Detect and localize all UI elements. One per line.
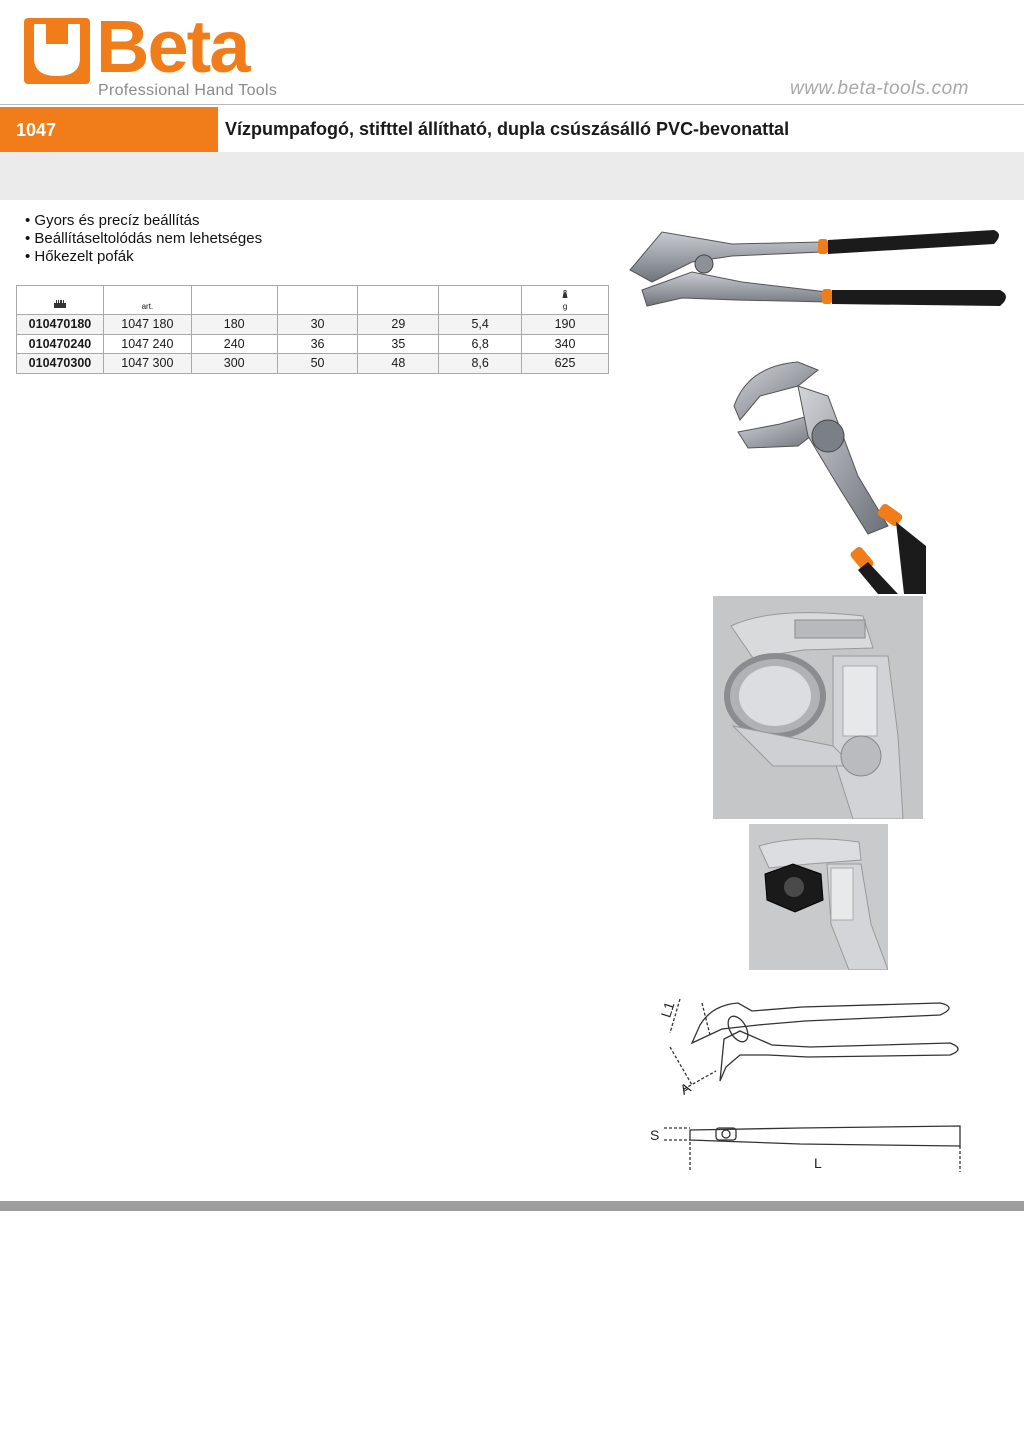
table-cell: 8,6 xyxy=(439,354,522,374)
table-row xyxy=(17,354,609,374)
table-header-cell xyxy=(277,286,358,315)
table-header-row xyxy=(17,286,609,315)
table-cell: 35 xyxy=(358,334,439,354)
pliers-angled-image xyxy=(728,356,928,594)
table-cell: 50 xyxy=(277,354,358,374)
barcode-box-icon xyxy=(53,300,67,309)
table-cell: 180 xyxy=(191,315,277,335)
beta-logo xyxy=(24,5,294,102)
footer-bar xyxy=(0,1201,1024,1211)
technical-drawing-top xyxy=(640,985,970,1105)
pliers-pipe-photo xyxy=(713,596,923,819)
table-cell: 240 xyxy=(191,334,277,354)
dimension-label-a: A xyxy=(677,1079,694,1098)
table-cell: 1047 300 xyxy=(103,354,191,374)
table-header-cell xyxy=(439,286,522,315)
dimension-label-l: L xyxy=(814,1155,822,1171)
table-row xyxy=(17,315,609,335)
table-cell: 29 xyxy=(358,315,439,335)
table-cell: 1047 240 xyxy=(103,334,191,354)
header-divider xyxy=(0,104,1024,105)
table-header-cell xyxy=(17,286,104,315)
table-cell: 010470180 xyxy=(17,315,104,335)
pliers-side-image xyxy=(622,220,1014,320)
product-title-bar xyxy=(0,107,1024,152)
table-cell: 30 xyxy=(277,315,358,335)
wrench-logo-icon xyxy=(24,18,90,84)
technical-drawing-side xyxy=(640,1118,970,1176)
dimension-label-s: S xyxy=(650,1127,660,1143)
feature-item: • Beállításeltolódás nem lehetséges xyxy=(25,230,262,248)
table-header-cell: art. xyxy=(103,286,191,315)
feature-item: • Hőkezelt pofák xyxy=(25,248,262,266)
feature-item: • Gyors és precíz beállítás xyxy=(25,212,262,230)
website-link[interactable]: www.beta-tools.com xyxy=(789,78,969,99)
title-band xyxy=(0,152,1024,200)
table-cell: 190 xyxy=(522,315,609,335)
weight-unit: g xyxy=(562,302,568,311)
table-cell: 1047 180 xyxy=(103,315,191,335)
table-cell: 6,8 xyxy=(439,334,522,354)
product-title: Vízpumpafogó, stifttel állítható, dupla csúszásálló PVC-bevonattal xyxy=(225,119,790,139)
dimension-label-l1: L1 xyxy=(657,999,678,1020)
pliers-nut-photo xyxy=(749,824,888,970)
table-row xyxy=(17,334,609,354)
table-header-cell xyxy=(522,286,609,315)
weight-icon xyxy=(562,290,568,298)
table-cell: 010470240 xyxy=(17,334,104,354)
table-cell: 010470300 xyxy=(17,354,104,374)
product-code: 1047 xyxy=(0,107,218,152)
table-cell: 340 xyxy=(522,334,609,354)
feature-list xyxy=(25,212,262,266)
table-cell: 5,4 xyxy=(439,315,522,335)
table-cell: 36 xyxy=(277,334,358,354)
table-header-cell xyxy=(358,286,439,315)
spec-table xyxy=(16,285,609,374)
table-cell: 48 xyxy=(358,354,439,374)
brand-tagline: Professional Hand Tools xyxy=(98,82,278,99)
table-cell: 625 xyxy=(522,354,609,374)
table-header-cell xyxy=(191,286,277,315)
table-cell: 300 xyxy=(191,354,277,374)
brand-wordmark: Beta xyxy=(96,5,249,88)
